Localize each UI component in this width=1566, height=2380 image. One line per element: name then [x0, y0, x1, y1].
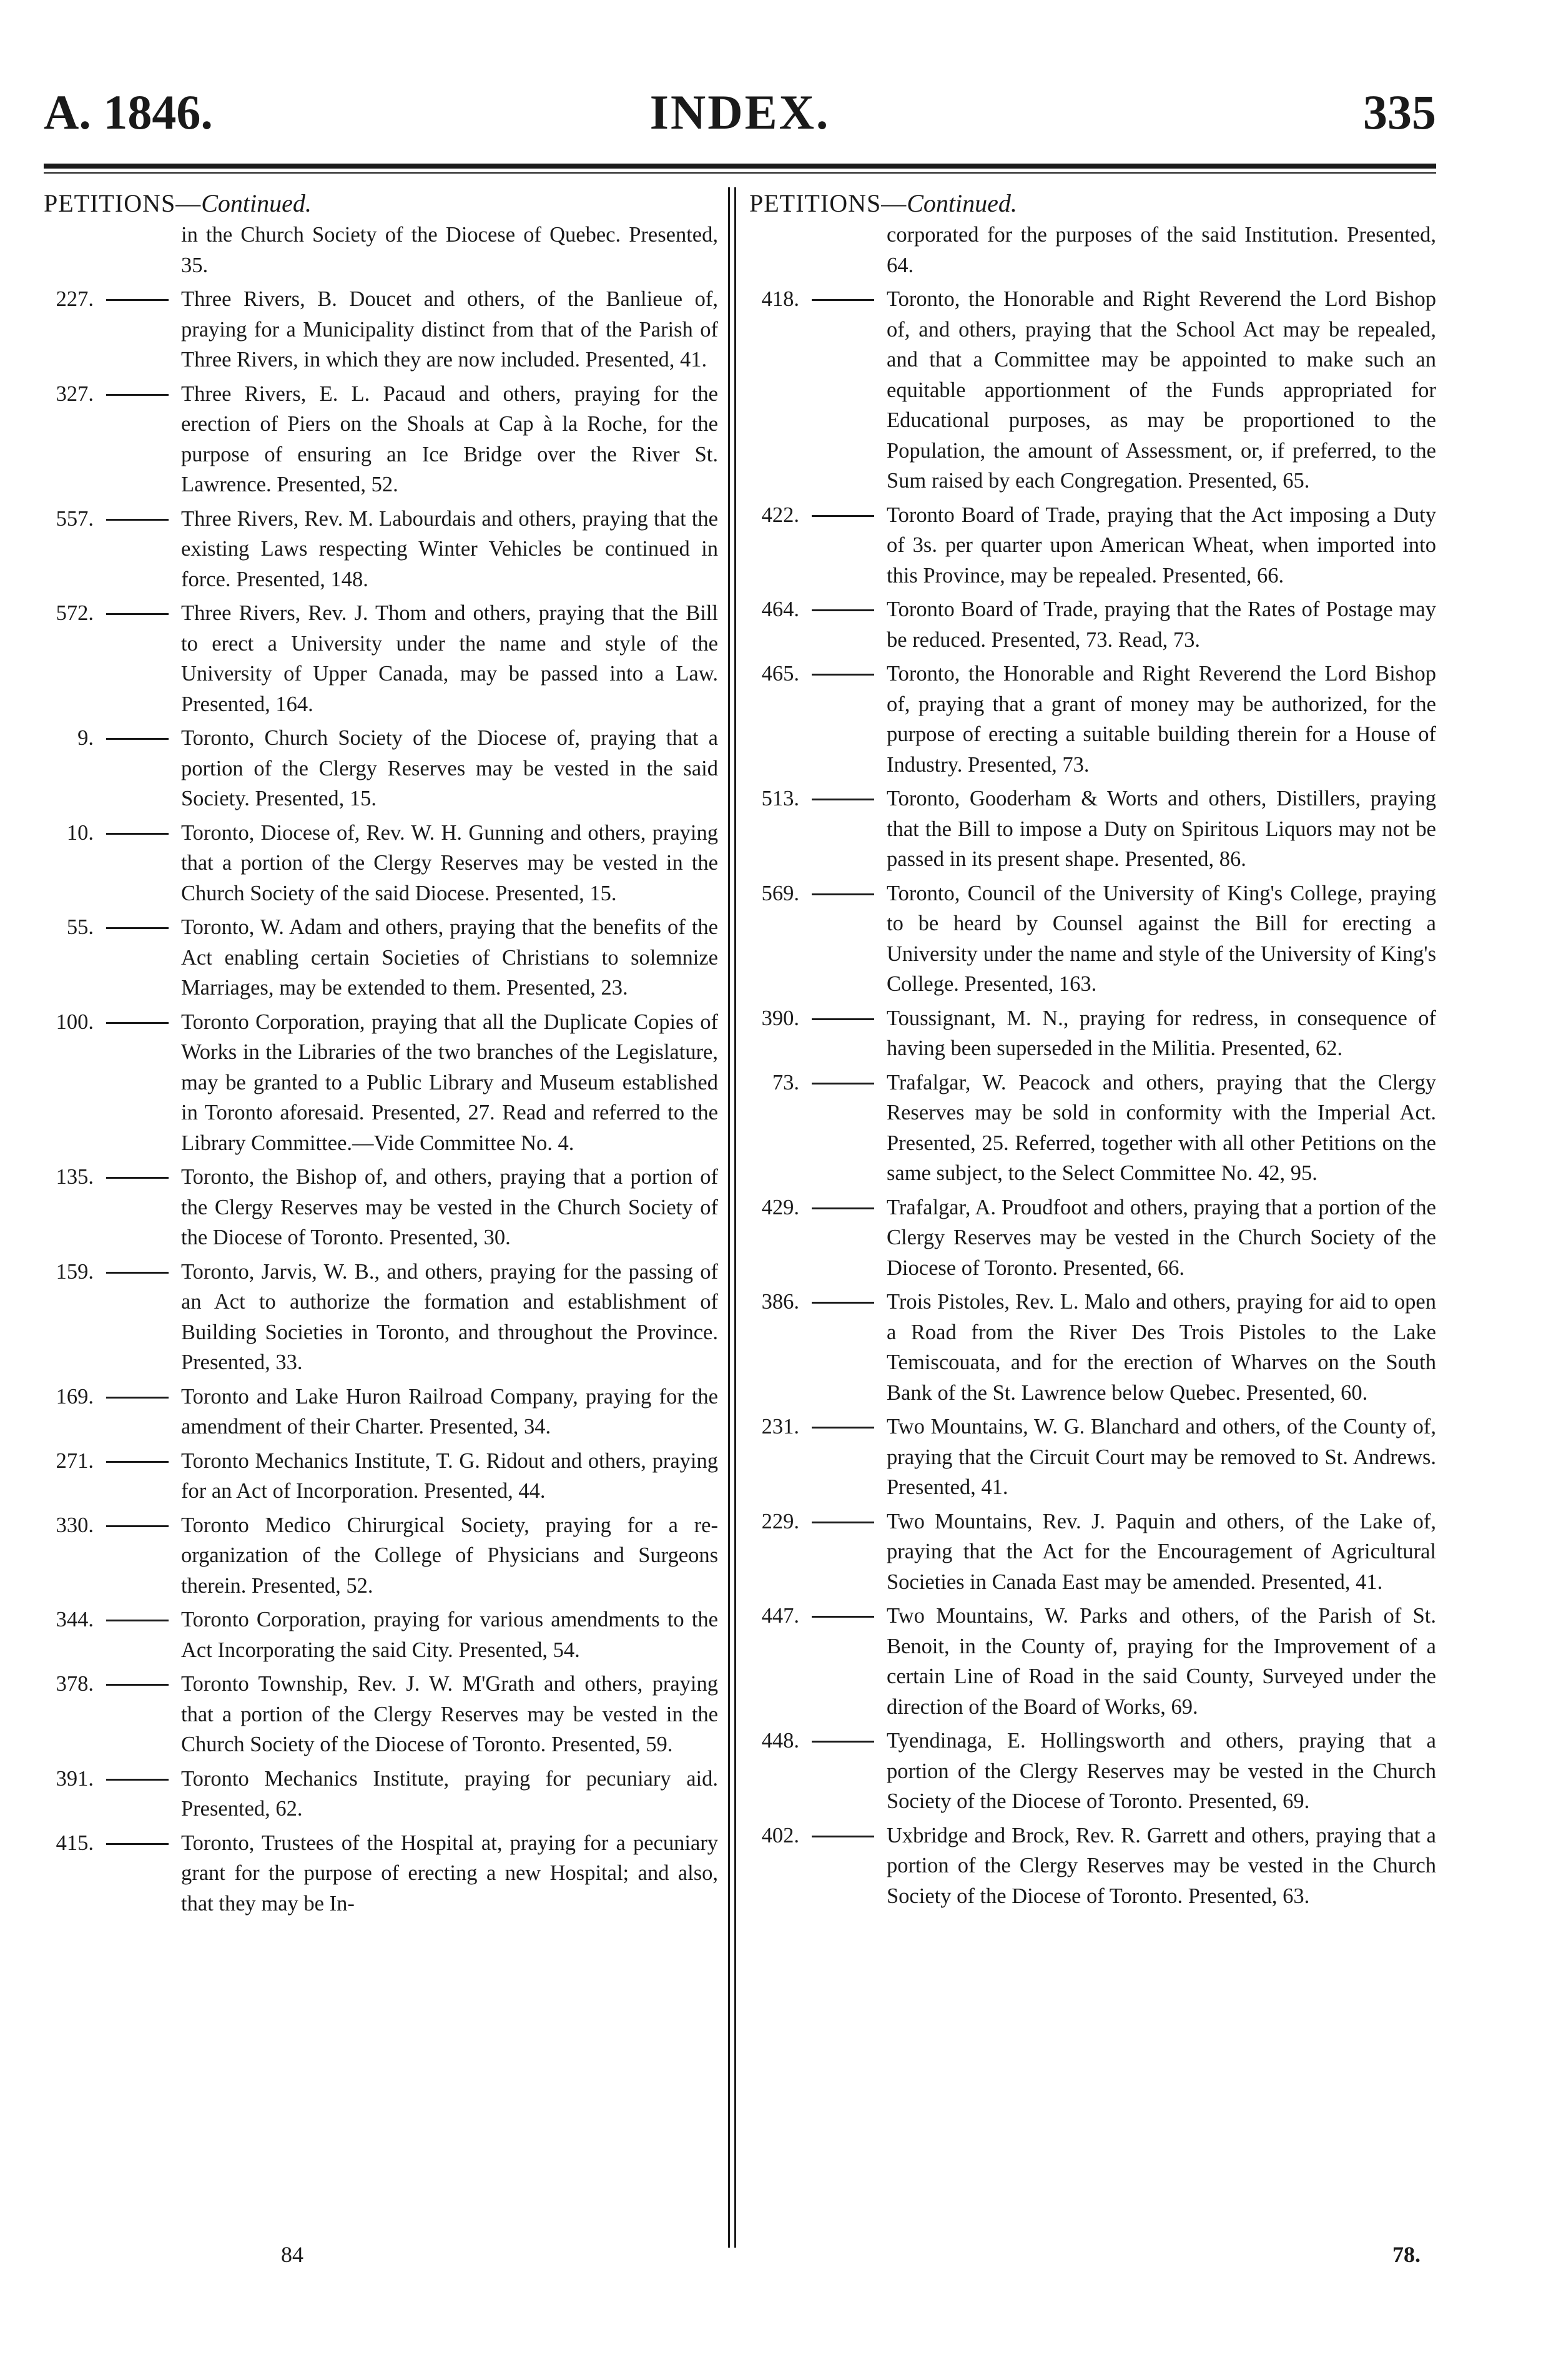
leader-dash [106, 1272, 169, 1274]
entry-text: Tyendinaga, E. Hollingsworth and others, praying that a portion of the Clergy Reserves may be vested in the Church Society of the Diocese of Toronto. Presented, 69. [887, 1729, 1436, 1813]
entry-text: Toronto Township, Rev. J. W. M'Grath and others, praying that a portion of the Clergy Reserves may be vested in the Church Society of the Diocese of Toronto. Presented, 59. [181, 1672, 718, 1756]
entry-text: Toronto, the Honorable and Right Reverend the Lord Bishop of, praying that a grant of money may be authorized, for the purpose of erecting a suitable building therein for a House of Industry. Presented, 73. [887, 662, 1436, 777]
index-entry [749, 284, 1436, 496]
column-divider-left [728, 187, 730, 2248]
entry-number: 448. [761, 1729, 799, 1753]
entry-text: Toronto, Diocese of, Rev. W. H. Gunning and others, praying that a portion of the Clergy Reserves may be vested in the Church Society of the said Diocese. Presented, 15. [181, 820, 718, 905]
leader-dash [812, 1836, 874, 1837]
entry-text: Three Rivers, Rev. M. Labourdais and others, praying that the existing Laws respecting Winter Vehicles be continued in force. Presented, 148. [181, 506, 718, 591]
entry-text: Toronto, Church Society of the Diocese of, praying that a portion of the Clergy Reserves may be vested in the said Society. Presented, 15. [181, 726, 718, 810]
leader-dash [812, 1207, 874, 1209]
year-label: A. 1846. [44, 85, 213, 139]
entry-number: 429. [761, 1195, 799, 1219]
index-entry [749, 1068, 1436, 1189]
index-entry [44, 1828, 718, 1919]
leader-dash [812, 1741, 874, 1743]
entry-number: 569. [761, 881, 799, 905]
header-rule-thin [44, 172, 1436, 174]
entry-number: 513. [761, 787, 799, 810]
leader-dash [106, 1022, 169, 1024]
entry-number: 418. [761, 287, 799, 311]
leader-dash [106, 1779, 169, 1781]
index-entry [44, 1007, 718, 1159]
leader-dash [812, 515, 874, 517]
entry-text: Trois Pistoles, Rev. L. Malo and others, praying for aid to open a Road from the River Des Trois Pistoles to the Lake Temiscouata, and for the erection of Wharves on the South Bank of the St. Lawrence below Quebec. Presented, 60. [887, 1290, 1436, 1405]
entry-text: Toronto, the Bishop of, and others, praying that a portion of the Clergy Reserves may be vested in the Church Society of the Diocese of Toronto. Presented, 30. [181, 1165, 718, 1249]
section-heading [44, 187, 718, 220]
index-entry [44, 598, 718, 719]
index-entry [749, 1726, 1436, 1817]
leader-dash [106, 613, 169, 615]
entry-number: 159. [56, 1259, 94, 1284]
entry-text: Toronto Board of Trade, praying that the Rates of Postage may be reduced. Presented, 73. Read, 73. [887, 597, 1436, 652]
index-entry [749, 1003, 1436, 1064]
index-entry [44, 1257, 718, 1378]
header-rule-thick [44, 164, 1436, 169]
entry-text: Toronto, Trustees of the Hospital at, praying for a pecuniary grant for the purpose of erecting a new Hospital; and also, that they may be In- [181, 1831, 718, 1915]
entry-number: 327. [56, 381, 94, 406]
leader-dash [812, 1427, 874, 1428]
leader-dash [106, 833, 169, 835]
leader-dash [812, 1616, 874, 1618]
index-entry [44, 1510, 718, 1601]
entry-text: Three Rivers, Rev. J. Thom and others, praying that the Bill to erect a University under the name and style of the University of Upper Canada, may be passed into a Law. Presented, 164. [181, 601, 718, 716]
leader-dash [106, 1684, 169, 1686]
entry-number: 100. [56, 1010, 94, 1034]
leader-dash [106, 1177, 169, 1179]
entry-number: 390. [761, 1006, 799, 1030]
section-heading [749, 187, 1436, 220]
leader-dash [106, 927, 169, 929]
leader-dash [106, 299, 169, 301]
entry-number: 464. [761, 597, 799, 621]
index-entry [749, 1287, 1436, 1408]
entry-number: 231. [761, 1415, 799, 1438]
index-entry [749, 878, 1436, 1000]
entry-text: Trafalgar, A. Proudfoot and others, praying that a portion of the Clergy Reserves may be vested in the Church Society of the Diocese of Toronto. Presented, 66. [887, 1195, 1436, 1280]
left-column [44, 187, 718, 1922]
index-entry [749, 594, 1436, 655]
entry-number: 386. [761, 1290, 799, 1314]
leader-dash [106, 1461, 169, 1463]
entry-number: 135. [56, 1165, 94, 1189]
index-entry [44, 1605, 718, 1665]
entry-number: 422. [761, 503, 799, 527]
entry-text: Toronto Board of Trade, praying that the Act imposing a Duty of 3s. per quarter upon American Wheat, when imported into this Province, may be repealed. Presented, 66. [887, 503, 1436, 588]
entry-text: Toronto, W. Adam and others, praying that the benefits of the Act enabling certain Societies of Christians to solemnize Marriages, may be extended to them. Presented, 23. [181, 915, 718, 1000]
index-entry [749, 659, 1436, 780]
section-title: PETITIONS— [44, 189, 202, 217]
page-header [44, 81, 1436, 144]
continuation-text: corporated for the purposes of the said Institution. Presented, 64. [887, 223, 1436, 277]
leader-dash [106, 1525, 169, 1527]
leader-dash [812, 1522, 874, 1523]
index-entry [44, 723, 718, 814]
section-continued: Continued. [907, 189, 1017, 217]
entry-text: Three Rivers, E. L. Pacaud and others, praying for the erection of Piers on the Shoals at Cap à la Roche, for the purpose of ensuring an Ice Bridge over the River St. Lawrence. Presented, 52. [181, 381, 718, 496]
entry-text: Toronto Medico Chirurgical Society, praying for a re-organization of the College of Physicians and Surgeons therein. Presented, 52. [181, 1513, 718, 1598]
leader-dash [106, 1620, 169, 1621]
entry-text: Toronto and Lake Huron Railroad Company, praying for the amendment of their Charter. Presented, 34. [181, 1384, 718, 1438]
entry-number: 169. [56, 1384, 94, 1409]
leader-dash [106, 1397, 169, 1399]
leader-dash [106, 394, 169, 396]
entry-number: 229. [761, 1509, 799, 1533]
section-continued: Continued. [201, 189, 312, 217]
leader-dash [812, 893, 874, 895]
continuation-text: in the Church Society of the Diocese of Quebec. Presented, 35. [181, 223, 718, 277]
index-entry [44, 1669, 718, 1760]
entry-number: 55. [66, 915, 94, 939]
leader-dash [812, 799, 874, 800]
entry-text: Toronto Mechanics Institute, praying for pecuniary aid. Presented, 62. [181, 1766, 718, 1821]
leader-dash [812, 299, 874, 301]
index-entry [44, 1764, 718, 1824]
index-entry [44, 379, 718, 500]
entry-text: Uxbridge and Brock, Rev. R. Garrett and others, praying that a portion of the Clergy Reserves may be vested in the Church Society of the Diocese of Toronto. Presented, 63. [887, 1823, 1436, 1908]
entry-number: 557. [56, 506, 94, 531]
entry-number: 572. [56, 601, 94, 625]
index-entry [749, 784, 1436, 875]
entry-number: 73. [772, 1070, 799, 1094]
index-entry [44, 1446, 718, 1507]
entry-text: Toronto Corporation, praying that all the Duplicate Copies of Works in the Libraries of the two branches of the Legislature, may be granted to a Public Library and Museum established in Toronto aforesaid. Presented, 27. Read and referred to the Library Committee.—Vide Committee No. 4. [181, 1010, 718, 1155]
leader-dash [812, 1302, 874, 1304]
signature-mark-left: 84 [281, 2242, 303, 2267]
index-entry [44, 1382, 718, 1442]
signature-mark-right: 78. [1392, 2242, 1421, 2267]
leader-dash [812, 609, 874, 611]
leader-dash [812, 1018, 874, 1020]
entry-text: Toronto, the Honorable and Right Reverend the Lord Bishop of, and others, praying that the School Act may be repealed, and that a Committee may be appointed to make such an equitable apportionment of the Funds appropriated for Educational purposes, as may be proportioned to the Population, the amount of Assessment, or, if preferred, to the Sum raised by each Congregation. Presented, 65. [887, 287, 1436, 493]
entry-text: Two Mountains, W. G. Blanchard and others, of the County of, praying that the Circuit Court may be removed to St. Andrews. Presented, 41. [887, 1415, 1436, 1499]
entry-number: 415. [56, 1831, 94, 1855]
entry-number: 271. [56, 1448, 94, 1473]
entry-number: 9. [77, 726, 94, 750]
leader-dash [812, 674, 874, 676]
entry-number: 391. [56, 1766, 94, 1791]
leader-dash [106, 738, 169, 740]
entry-number: 227. [56, 287, 94, 311]
entry-text: Toronto, Gooderham & Worts and others, Distillers, praying that the Bill to impose a Duty on Spiritous Liquors may not be passed in its present shape. Presented, 86. [887, 787, 1436, 871]
entry-text: Toronto, Council of the University of King's College, praying to be heard by Counsel against the Bill for erecting a University under the name and style of the University of King's College. Presented, 163. [887, 881, 1436, 996]
entry-text: Toronto, Jarvis, W. B., and others, praying for the passing of an Act to authorize the formation and establishment of Building Societies in Toronto, and throughout the Province. Presented, 33. [181, 1259, 718, 1374]
section-title: PETITIONS— [749, 189, 907, 217]
index-entry [749, 1192, 1436, 1284]
entry-number: 330. [56, 1513, 94, 1537]
index-entry [749, 500, 1436, 591]
index-entry [44, 284, 718, 375]
entry-text: Two Mountains, Rev. J. Paquin and others, of the Lake of, praying that the Act for the Encouragement of Agricultural Societies in Canada East may be amended. Presented, 41. [887, 1509, 1436, 1594]
leader-dash [106, 519, 169, 521]
index-entry [44, 1162, 718, 1253]
leader-dash [106, 1843, 169, 1845]
right-column [749, 187, 1436, 1915]
entry-number: 465. [761, 662, 799, 686]
index-entry [749, 1412, 1436, 1503]
entry-number: 10. [66, 820, 94, 845]
entry-text: Three Rivers, B. Doucet and others, of the Banlieue of, praying for a Municipality distinct from that of the Parish of Three Rivers, in which they are now included. Presented, 41. [181, 287, 718, 371]
column-divider-right [734, 187, 736, 2248]
index-entry [44, 504, 718, 595]
entry-text: Two Mountains, W. Parks and others, of the Parish of St. Benoit, in the County of, praying for the Improvement of a certain Line of Road in the said County, Surveyed under the direction of the Board of Works, 69. [887, 1604, 1436, 1719]
index-entry [749, 1507, 1436, 1598]
leader-dash [812, 1083, 874, 1084]
left-entry-list [44, 284, 718, 1919]
entry-text: Toronto Corporation, praying for various amendments to the Act Incorporating the said City. Presented, 54. [181, 1608, 718, 1662]
page-title: INDEX. [649, 85, 830, 139]
entry-number: 378. [56, 1672, 94, 1696]
entry-text: Toussignant, M. N., praying for redress, in consequence of having been superseded in the Militia. Presented, 62. [887, 1006, 1436, 1060]
page-number: 335 [1363, 85, 1436, 139]
entry-number: 402. [761, 1823, 799, 1847]
entry-number: 447. [761, 1604, 799, 1628]
entry-text: Trafalgar, W. Peacock and others, praying that the Clergy Reserves may be sold in conformity with the Imperial Act. Presented, 25. Referred, together with all other Petitions on the same subject, to the Select Committee No. 42, 95. [887, 1070, 1436, 1185]
index-entry [44, 818, 718, 909]
index-entry [44, 912, 718, 1003]
entry-number: 344. [56, 1608, 94, 1631]
entry-text: Toronto Mechanics Institute, T. G. Ridout and others, praying for an Act of Incorporation. Presented, 44. [181, 1448, 718, 1503]
right-entry-list [749, 284, 1436, 1911]
index-entry [749, 1601, 1436, 1722]
index-entry [749, 1821, 1436, 1912]
